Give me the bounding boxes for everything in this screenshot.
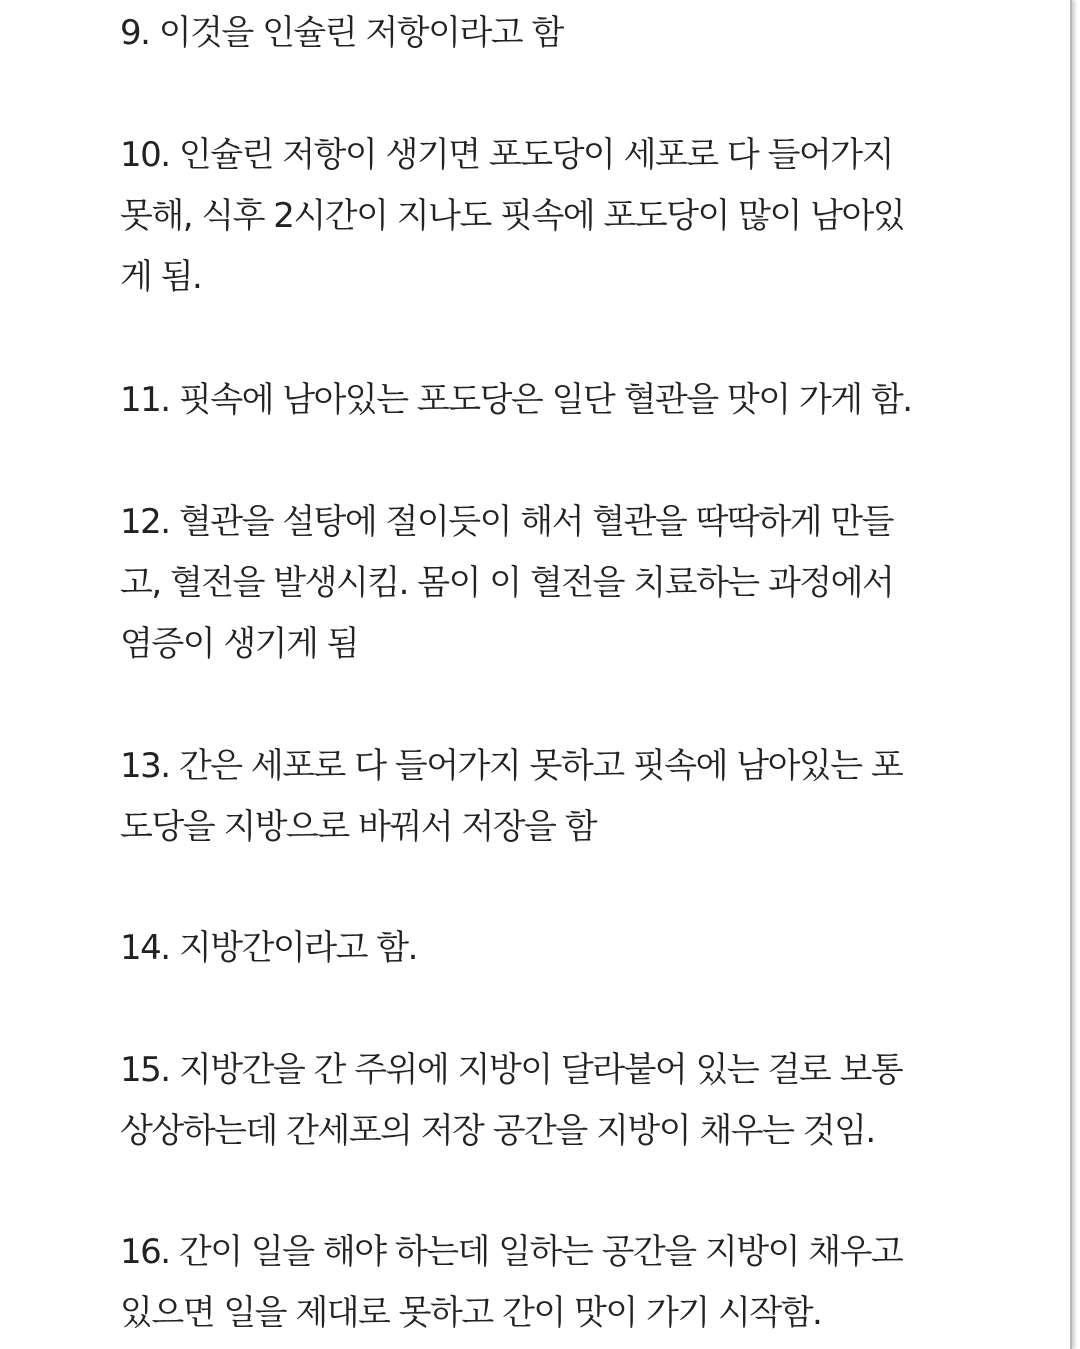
list-item-10 bbox=[120, 125, 970, 308]
text-line: 16. 간이 일을 해야 하는데 일하는 공간을 지방이 채우고 bbox=[120, 1232, 903, 1272]
text-line: 고, 혈전을 발생시킴. 몸이 이 혈전을 치료하는 과정에서 bbox=[120, 563, 894, 603]
text-line: 12. 혈관을 설탕에 절이듯이 해서 혈관을 딱딱하게 만들 bbox=[120, 502, 893, 542]
text-line: 상상하는데 간세포의 저장 공간을 지방이 채우는 것임. bbox=[120, 1111, 875, 1151]
text-line: 있으면 일을 제대로 못하고 간이 맛이 가기 시작함. bbox=[120, 1293, 822, 1333]
text-line: 14. 지방간이라고 함. bbox=[120, 928, 417, 968]
text-line: 도당을 지방으로 바꿔서 저장을 함 bbox=[120, 807, 597, 847]
list-item-11 bbox=[120, 370, 970, 431]
text-line: 못해, 식후 2시간이 지나도 핏속에 포도당이 많이 남아있 bbox=[120, 196, 905, 236]
list-item-12 bbox=[120, 492, 970, 675]
list-item-14 bbox=[120, 918, 970, 979]
text-line: 9. 이것을 인슐린 저항이라고 함 bbox=[120, 13, 563, 53]
list-item-16 bbox=[120, 1222, 970, 1344]
text-line: 15. 지방간을 간 주위에 지방이 달라붙어 있는 걸로 보통 bbox=[120, 1050, 903, 1090]
list-item-9 bbox=[120, 3, 970, 64]
text-line: 11. 핏속에 남아있는 포도당은 일단 혈관을 맛이 가게 함. bbox=[120, 380, 912, 420]
list-item-15 bbox=[120, 1040, 970, 1162]
text-line: 염증이 생기게 됨 bbox=[120, 624, 359, 664]
text-line: 게 됨. bbox=[120, 257, 202, 297]
text-line: 13. 간은 세포로 다 들어가지 못하고 핏속에 남아있는 포 bbox=[120, 746, 903, 786]
text-line: 10. 인슐린 저항이 생기면 포도당이 세포로 다 들어가지 bbox=[120, 135, 893, 175]
list-item-13 bbox=[120, 736, 970, 858]
